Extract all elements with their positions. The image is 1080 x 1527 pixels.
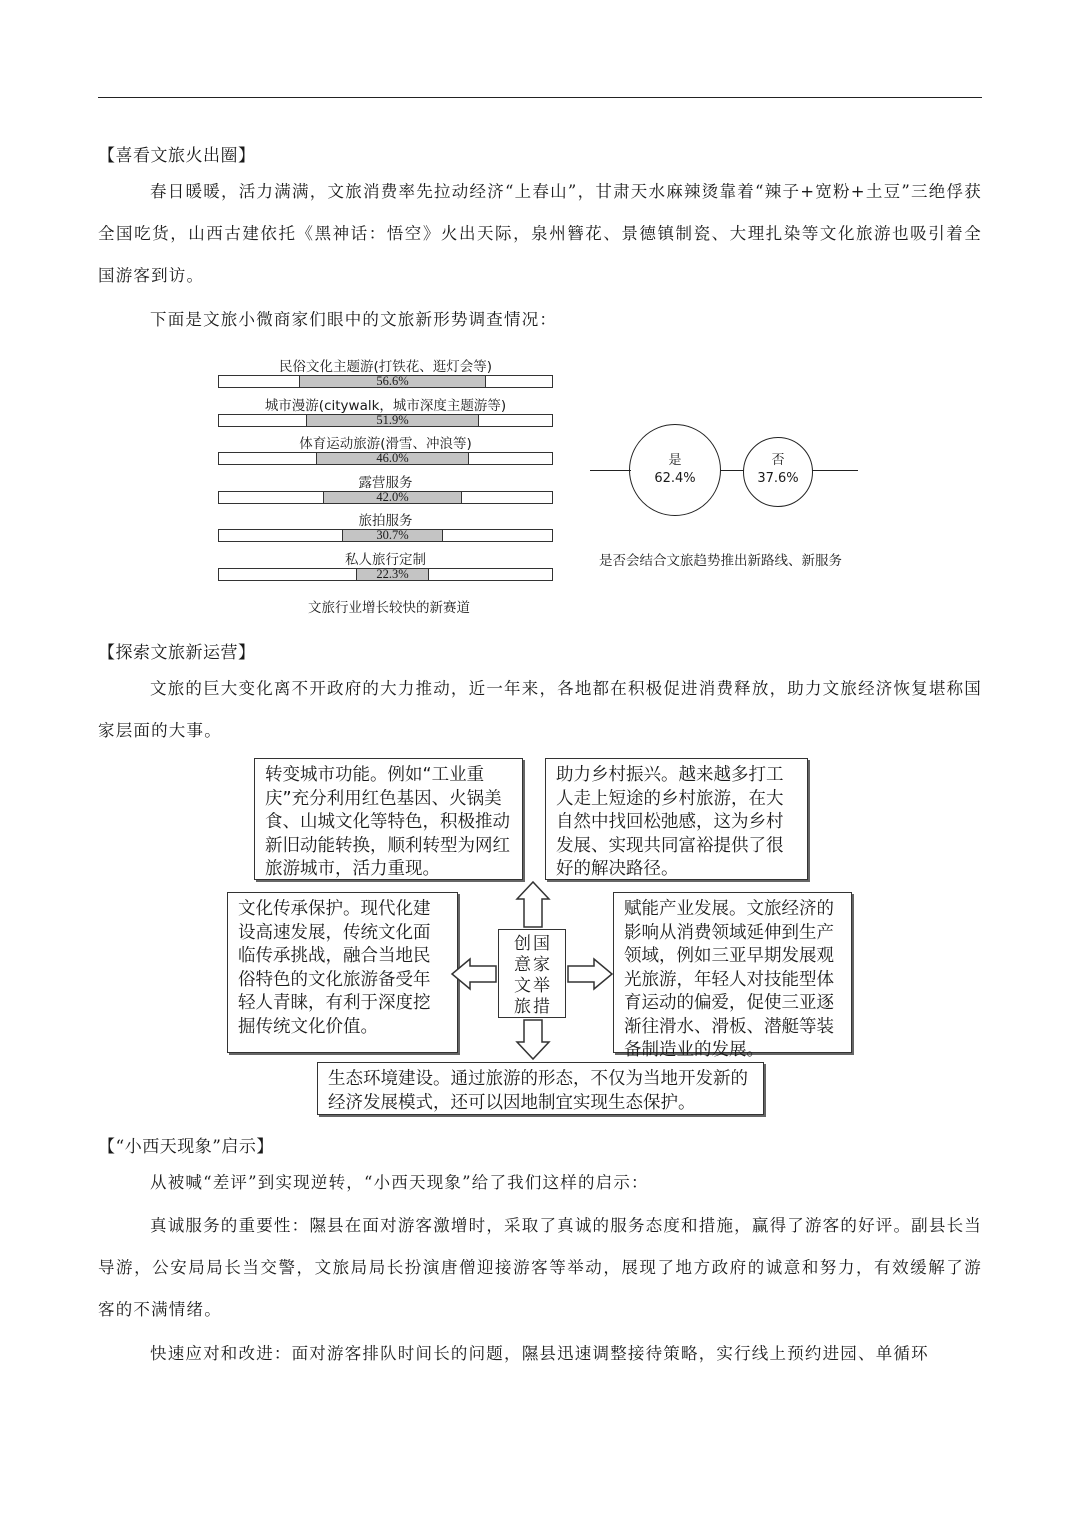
section-heading-1: 【喜看文旅火出圈】 <box>98 146 256 166</box>
bar-value-label: 51.9% <box>376 412 409 427</box>
paragraph-quick-response: 快速应对和改进：面对游客排队时间长的问题，隰县迅速调整接待策略，实行线上预约进园、单循环 <box>150 1344 929 1363</box>
arrow-left-icon <box>452 959 496 989</box>
circle-yes-value: 62.4% <box>654 471 696 486</box>
bar-category-label: 旅拍服务 <box>358 513 413 530</box>
section-heading-2: 【探索文旅新运营】 <box>98 643 256 663</box>
bar-category-label: 体育运动旅游(滑雪、冲浪等) <box>299 436 472 453</box>
bar-chart-caption: 文旅行业增长较快的新赛道 <box>308 600 470 616</box>
bar-category-label: 城市漫游(citywalk，城市深度主题游等) <box>264 397 507 414</box>
center-char: 旅 <box>514 997 531 1017</box>
diagram-box-rural-revitalization: 助力乡村振兴。越来越多打工人走上短途的乡村旅游，在大自然中找回松弛感，这为乡村发展、实现共同富裕提供了很好的解决路径。 <box>545 758 808 880</box>
circle-no-label: 否 <box>771 453 785 468</box>
circle-no-value: 37.6% <box>757 471 799 486</box>
paragraph-sincere-service: 真诚服务的重要性：隰县在面对游客激增时，采取了真诚的服务态度和措施，赢得了游客的好评。副县长当导游，公安局局长当交警，文旅局局长扮演唐僧迎接游客等举动，展现了地方政府的诚意和努力，有效缓解了游客的不满情绪。 <box>98 1216 982 1319</box>
paragraph-xixitian-intro: 从被喊“差评”到实现逆转，“小西天现象”给了我们这样的启示： <box>150 1173 649 1192</box>
arrow-right-icon <box>568 959 612 989</box>
circle-yes-label: 是 <box>668 453 682 468</box>
bar-category-label: 露营服务 <box>358 474 413 491</box>
bar-value-label: 42.0% <box>376 489 409 504</box>
center-char: 举 <box>533 976 550 996</box>
paragraph-survey-intro: 下面是文旅小微商家们眼中的文旅新形势调查情况： <box>150 310 558 329</box>
center-char: 家 <box>533 955 550 975</box>
diagram-box-culture-protection: 文化传承保护。现代化建设高速发展，传统文化面临传承挑战，融合当地民俗特色的文化旅游备受年轻人青睐，有利于深度挖掘传统文化价值。 <box>227 892 458 1053</box>
diagram-box-industry-development: 赋能产业发展。文旅经济的影响从消费领域延伸到生产领域，例如三亚早期发展观光旅游，年轻人对技能型体育运动的偏爱，促使三亚逐渐往滑水、滑板、潜艇等装备制造业的发展。 <box>613 892 852 1053</box>
bar-category-label: 民俗文化主题游(打铁花、逛灯会等) <box>278 359 493 375</box>
paragraph-government: 文旅的巨大变化离不开政府的大力推动，近一年来，各地都在积极促进消费释放，助力文旅经济恢复堪称国家层面的大事。 <box>98 679 982 740</box>
arrow-down-icon <box>517 1020 549 1059</box>
center-char: 文 <box>514 976 531 996</box>
diagram-box-ecology: 生态环境建设。通过旅游的形态，不仅为当地开发新的经济发展模式，还可以因地制宜实现生态保护。 <box>317 1062 764 1115</box>
center-char: 国 <box>533 934 550 954</box>
center-char: 创 <box>514 934 531 954</box>
circle-chart-caption: 是否会结合文旅趋势推出新路线、新服务 <box>599 553 842 569</box>
bar-value-label: 22.3% <box>376 567 409 581</box>
center-char: 意 <box>514 955 531 975</box>
section-heading-3: 【“小西天现象”启示】 <box>98 1137 274 1157</box>
bar-value-label: 30.7% <box>376 528 409 543</box>
diagram-box-city-function: 转变城市功能。例如“工业重庆”充分利用红色基因、火锅美食、山城文化等特色，积极推动新旧动能转换，顺利转型为网红旅游城市，活力重现。 <box>254 758 523 880</box>
bar-value-label: 56.6% <box>376 374 409 388</box>
center-char: 措 <box>533 997 550 1017</box>
bar-category-label: 私人旅行定制 <box>345 552 426 568</box>
paragraph-intro: 春日暖暖，活力满满，文旅消费率先拉动经济“上春山”，甘肃天水麻辣烫靠着“辣子+宽粉+土豆”三绝俘获全国吃货，山西古建依托《黑神话：悟空》火出天际，泉州簪花、景德镇制瓷、大理扎染等文化旅游也吸引着全国游客到访。 <box>98 182 982 285</box>
bar-value-label: 46.0% <box>376 451 409 466</box>
arrow-up-icon <box>517 882 549 927</box>
